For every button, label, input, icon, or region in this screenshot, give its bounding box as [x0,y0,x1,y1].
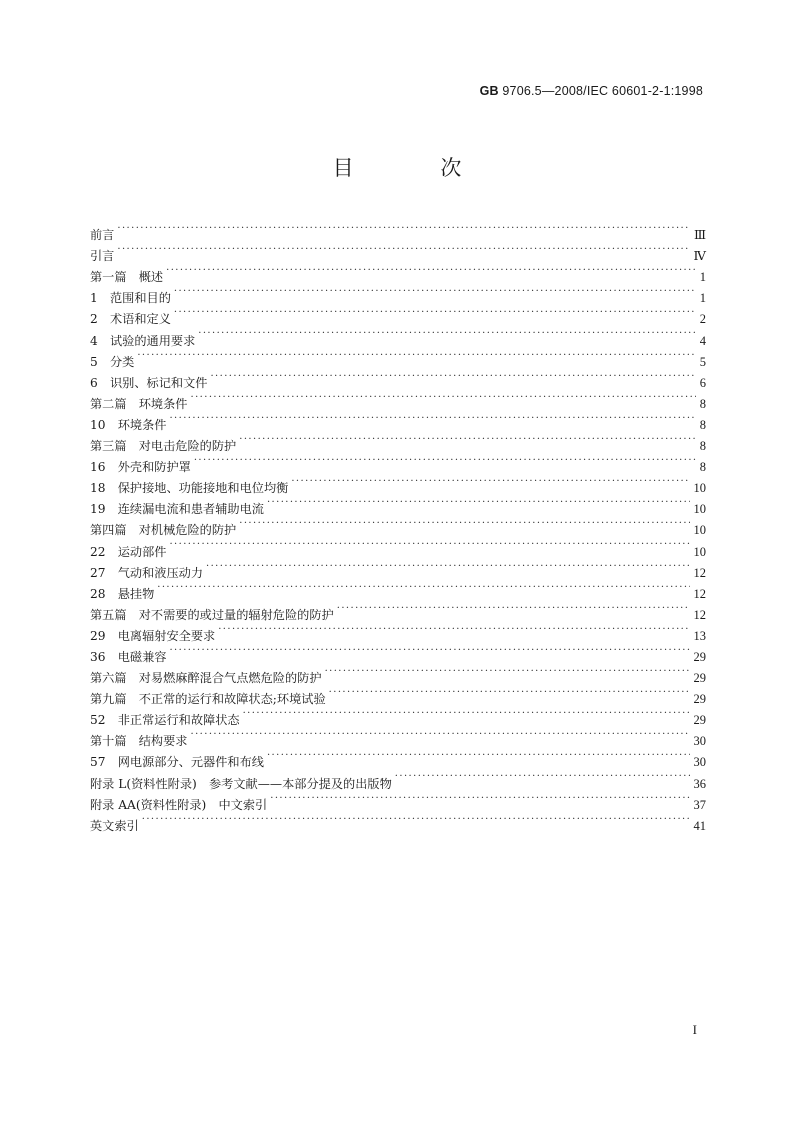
toc-entry-page: 1 [699,270,706,285]
toc-dot-leader [169,534,689,555]
page-number: I [692,1022,697,1037]
toc-dot-leader [243,703,690,724]
toc-dot-leader [270,788,689,809]
toc-entry-label: 第十篇 结构要求 [90,734,188,749]
toc-entry-page: Ⅲ [693,228,706,243]
toc-entry-label: 4 试验的通用要求 [90,333,196,348]
toc-entry-page: 41 [693,818,706,833]
page-title: 目 次 [332,156,502,180]
toc-entry[interactable] [90,640,706,664]
toc-dot-leader [137,345,695,366]
toc-entry[interactable] [90,260,706,285]
toc-entry-page: 1 [699,291,706,306]
toc-entry-label: 6 识别、标记和文件 [90,375,208,390]
toc-entry[interactable] [90,218,706,243]
toc-entry-page: 10 [693,523,706,538]
standard-code-header [480,84,703,98]
toc-entry[interactable] [90,345,706,369]
toc-entry-page: 36 [693,776,706,791]
toc-entry-label: 22 运动部件 [90,544,167,559]
toc-entry[interactable] [90,302,706,327]
toc-entry[interactable] [90,323,706,348]
toc-dot-leader [239,429,696,450]
toc-entry-page: 5 [699,354,706,369]
toc-entry-label: 第九篇 不正常的运行和故障状态;环境试验 [90,692,326,707]
toc-entry-page: 8 [699,396,706,411]
toc-dot-leader [267,492,690,513]
toc-entry-page: 37 [693,797,706,812]
toc-entry[interactable] [90,598,706,622]
toc-entry-page: 8 [699,417,706,432]
toc-entry-label: 29 电离辐射安全要求 [90,628,216,643]
table-of-contents [90,218,706,833]
toc-entry-label: 第三篇 对电击危险的防护 [90,439,237,454]
toc-entry-label: 附录 AA(资料性附录) 中文索引 [90,797,268,812]
toc-entry-label: 18 保护接地、功能接地和电位均衡 [90,481,289,496]
toc-entry[interactable] [90,556,706,580]
toc-entry-label: 前言 [90,228,115,243]
toc-entry-label: 附录 L(资料性附录) 参考文献——本部分提及的出版物 [90,776,392,791]
toc-entry[interactable] [90,809,706,833]
toc-entry-label: 第四篇 对机械危险的防护 [90,523,237,538]
toc-entry-page: 29 [693,692,706,707]
toc-entry-page: 13 [693,628,706,643]
toc-dot-leader [206,556,689,577]
toc-entry-page: 29 [693,671,706,686]
toc-entry-label: 36 电磁兼容 [90,649,167,664]
toc-entry-label: 第一篇 概述 [90,270,164,285]
toc-dot-leader [117,218,690,239]
toc-dot-leader [174,281,696,302]
toc-dot-leader [198,323,695,344]
standard-prefix: GB [479,84,499,98]
toc-entry-page: 10 [693,544,706,559]
toc-dot-leader [191,724,690,745]
toc-dot-leader [267,745,690,766]
toc-entry-page: 30 [693,734,706,749]
toc-entry-page: 8 [699,460,706,475]
toc-entry[interactable] [90,534,706,559]
toc-dot-leader [174,302,696,323]
toc-dot-leader [166,260,696,281]
toc-entry-page: 12 [693,586,706,601]
toc-entry-page: 12 [693,607,706,622]
toc-entry-label: 第六篇 对易燃麻醉混合气点燃危险的防护 [90,671,322,686]
toc-entry-label: 19 连续漏电流和患者辅助电流 [90,502,264,517]
toc-entry-page: 8 [699,439,706,454]
toc-entry-page: 6 [699,375,706,390]
toc-dot-leader [117,239,689,260]
toc-dot-leader [169,640,689,661]
toc-entry-page: 4 [699,333,706,348]
standard-number: 9706.5—2008/IEC 60601-2-1:1998 [502,84,703,98]
toc-dot-leader [291,471,689,492]
toc-dot-leader [169,408,695,429]
toc-entry[interactable] [90,366,706,390]
toc-dot-leader [157,577,689,598]
toc-entry-page: 10 [693,481,706,496]
toc-entry-label: 52 非正常运行和故障状态 [90,713,240,728]
toc-entry-label: 27 气动和液压动力 [90,565,204,580]
toc-dot-leader [210,366,695,387]
toc-entry-label: 英文索引 [90,818,139,833]
toc-entry-label: 第五篇 对不需要的或过量的辐射危险的防护 [90,607,334,622]
toc-entry-label: 10 环境条件 [90,417,167,432]
toc-entry-label: 16 外壳和防护罩 [90,460,191,475]
toc-entry-label: 1 范围和目的 [90,291,171,306]
toc-entry-page: 30 [693,755,706,770]
toc-entry-label: 5 分类 [90,354,135,369]
toc-entry[interactable] [90,239,706,264]
toc-entry-label: 引言 [90,249,115,264]
toc-dot-leader [395,766,690,787]
toc-entry-page: 10 [693,502,706,517]
toc-entry-label: 第二篇 环境条件 [90,396,188,411]
toc-entry[interactable] [90,281,706,306]
toc-dot-leader [142,809,690,830]
toc-entry-page: 29 [693,649,706,664]
toc-dot-leader [194,450,696,471]
toc-entry[interactable] [90,429,706,454]
toc-entry-page: 2 [699,312,706,327]
toc-dot-leader [239,513,689,534]
toc-dot-leader [218,619,689,640]
toc-dot-leader [337,598,690,619]
toc-entry-page: Ⅳ [693,249,706,264]
toc-entry[interactable] [90,661,706,686]
toc-entry-label: 57 网电源部分、元器件和布线 [90,755,264,770]
toc-entry[interactable] [90,408,706,432]
toc-entry-label: 2 术语和定义 [90,312,171,327]
toc-entry-page: 12 [693,565,706,580]
toc-dot-leader [191,387,696,408]
toc-entry[interactable] [90,577,706,601]
toc-dot-leader [329,682,690,703]
toc-dot-leader [325,661,690,682]
toc-entry-page: 29 [693,713,706,728]
toc-entry-label: 28 悬挂物 [90,586,155,601]
